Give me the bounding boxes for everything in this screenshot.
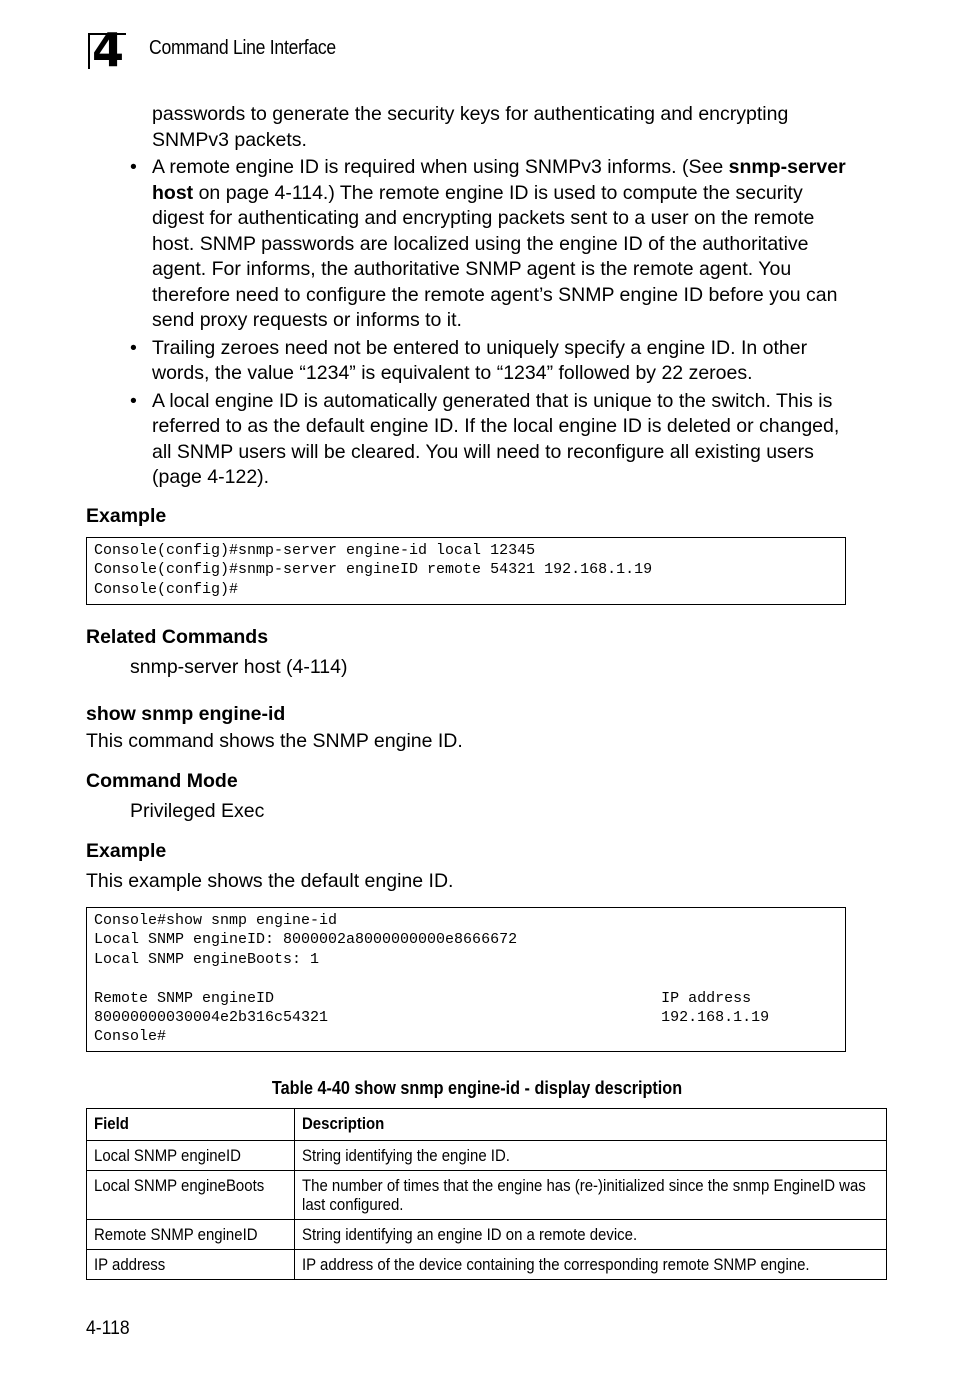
table-header-cell: Field xyxy=(87,1109,295,1141)
chapter-number: 4 xyxy=(91,23,124,77)
table-cell: IP address of the device containing the corresponding remote SNMP engine. xyxy=(295,1250,887,1280)
list-item xyxy=(130,336,850,387)
code-block: Console#show snmp engine-id Local SNMP engineID: 8000002a8000000000e8666672 Local SNMP engineBoots: 1 Remote SNMP engineID IP address 80000000030004e2b316c54321 192.168.1.19 Console# xyxy=(86,907,846,1052)
table-cell: Local SNMP engineID xyxy=(87,1141,295,1171)
page-number: 4-118 xyxy=(86,1317,130,1339)
example-heading: Example xyxy=(86,505,167,527)
table-header-cell: Description xyxy=(295,1109,887,1141)
table-row xyxy=(87,1171,887,1220)
header-title: Command Line Interface xyxy=(149,37,336,59)
table-header-row xyxy=(87,1109,887,1141)
bullet-text: A local engine ID is automatically generated that is unique to the switch. This is referred to as the default engine ID. If the local engine ID is deleted or changed, all SNMP users will be cleared. You will need to reconfigure all existing users (page 4-122). xyxy=(152,389,840,488)
table-cell: The number of times that the engine has (re-)initialized since the snmp EngineID was last configured. xyxy=(295,1171,887,1220)
bullet-text: Trailing zeroes need not be entered to uniquely specify a engine ID. In other words, the value “1234” is equivalent to “1234” followed by 22 zeroes. xyxy=(152,336,808,384)
command-mode-heading: Command Mode xyxy=(86,770,238,792)
list-item xyxy=(130,155,850,334)
code-block: Console(config)#snmp-server engine-id local 12345 Console(config)#snmp-server engineID remote 54321 192.168.1.19 Console(config)# xyxy=(86,537,846,605)
table-caption: Table 4-40 show snmp engine-id - display description xyxy=(271,1078,683,1098)
command-reference: snmp-server host xyxy=(152,156,846,204)
intro-continuation: passwords to generate the security keys for authenticating and encrypting SNMPv3 packets. xyxy=(152,103,789,151)
table-cell: String identifying an engine ID on a remote device. xyxy=(295,1220,887,1250)
command-title: show snmp engine-id xyxy=(86,703,286,725)
table-cell: Local SNMP engineBoots xyxy=(87,1171,295,1220)
command-description: This command shows the SNMP engine ID. xyxy=(86,730,463,752)
bullet-text: A remote engine ID is required when using SNMPv3 informs. (See xyxy=(152,156,729,178)
related-command-link: snmp-server host (4-114) xyxy=(130,656,348,678)
table-row xyxy=(87,1141,887,1171)
bullet-section xyxy=(130,102,850,491)
bullet-icon: • xyxy=(130,336,137,359)
table-row xyxy=(87,1220,887,1250)
description-table xyxy=(86,1108,887,1280)
list-item xyxy=(130,389,850,491)
command-mode: Privileged Exec xyxy=(130,800,265,822)
table-cell: IP address xyxy=(87,1250,295,1280)
table-row xyxy=(87,1250,887,1280)
table-cell: Remote SNMP engineID xyxy=(87,1220,295,1250)
bullet-text: on page 4-114.) The remote engine ID is used to compute the security digest for authenticating and encrypting packets sent to a user on the remote host. SNMP passwords are localized using the engine ID of the authoritative agent. For informs, the authoritative SNMP agent is the remote agent. You therefore need to configure the remote agent’s SNMP engine ID before you can send proxy requests or informs to it. xyxy=(152,181,838,331)
example-intro: This example shows the default engine ID. xyxy=(86,870,454,892)
table-cell: String identifying the engine ID. xyxy=(295,1141,887,1171)
example-heading: Example xyxy=(86,840,167,862)
bullet-icon: • xyxy=(130,156,137,178)
bullet-icon: • xyxy=(130,389,137,412)
related-commands-heading: Related Commands xyxy=(86,626,269,648)
